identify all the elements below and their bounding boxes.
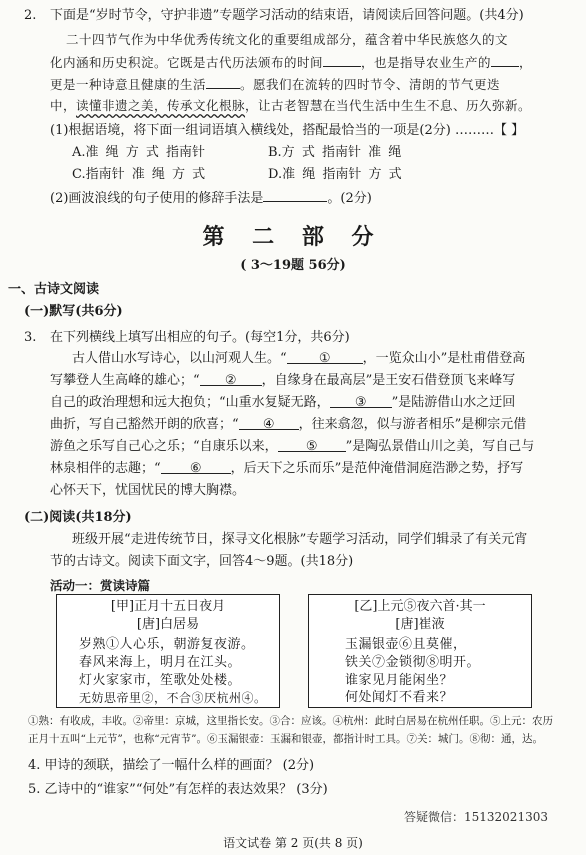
q5: 5. 乙诗中的“谁家”“何处”有怎样的表达效果？ (3分) (28, 782, 328, 797)
part2-title: 第 二 部 分 (202, 224, 384, 250)
poem-b-box (308, 594, 532, 708)
q3-line-3: 自己的政治理想和远大抱负；“山重水复疑无路， ③ ”是陆游借山水之迂回 (50, 395, 516, 410)
q2-passage-line-4: 中，读懂非遗之美，传承文化根脉，让古老智慧在当代生活中生生不息、历久弥新。 (50, 98, 532, 113)
poem-b-author: [唐]崔液 (395, 617, 445, 632)
q3-heading: 在下列横线上填写出相应的句子。(每空1分，共6分) (50, 330, 350, 345)
q2-option-c[interactable]: C.指南针 准 绳 方 式 (72, 167, 206, 182)
poem-a-line-3: 灯火家家市，笙歌处处楼。 (79, 673, 242, 688)
q3-line-1: 古人借山水写诗心，以山河观人生。“ ① ，一览众山小”是杜甫借登高 (72, 351, 526, 366)
q2-option-d[interactable]: D.准 绳 指南针 方 式 (268, 167, 402, 182)
q2-blank-2[interactable] (491, 52, 519, 67)
part2-range: ( 3～19题 56分) (240, 258, 346, 273)
q2-sub1: (1)根据语境，将下面一组词语填入横线处，搭配最恰当的一项是(2分) ………【 】 (50, 123, 525, 138)
section-heading-classics: 一、古诗文阅读 (8, 282, 100, 297)
activity-1-heading: 活动一：赏读诗篇 (50, 578, 151, 593)
subsection-reading: (二)阅读(共18分) (24, 510, 132, 525)
footnote-line-1: ①熟：有收成，丰收。②帝里：京城，这里指长安。③合：应该。④杭州：此时白居易在杭州任职。⑤上元：农历 (28, 715, 553, 727)
poem-b-line-2: 铁关⑦金锁彻⑧明开。 (345, 655, 481, 670)
q3-line-6: 林泉相伴的志趣；“ ⑥ ，后天下之乐而乐”是范仲淹借洞庭浩渺之势，抒写 (50, 461, 524, 476)
q3-line-4: 曲折，写自己豁然开朗的欣喜；“ ④ ，往来翕忽，似与游者相乐”是柳宗元借 (50, 417, 527, 432)
poem-b-line-1: 玉漏银壶⑥且莫催， (345, 637, 467, 652)
q3-blank-3[interactable]: ③ (330, 393, 392, 408)
q2-sub2-blank[interactable] (263, 187, 327, 202)
poem-b-line-3: 谁家见月能闲坐？ (345, 673, 454, 688)
reading-intro-2: 节的古诗文。阅读下面文字，回答4～9题。(共18分) (50, 554, 354, 569)
q3-blank-6[interactable]: ⑥ (161, 459, 231, 474)
q2-option-b[interactable]: B.方 式 指南针 准 绳 (268, 145, 402, 160)
q2-heading: 下面是“岁时节令，守护非遗”专题学习活动的结束语，请阅读后回答问题。(共4分) (50, 8, 524, 23)
poem-a-title: [甲]正月十五日夜月 (110, 599, 226, 614)
q2-blank-1[interactable] (323, 52, 361, 67)
poem-b-title: [乙]上元⑤夜六首·其一 (354, 599, 486, 614)
q3-number: 3. (24, 330, 37, 345)
footnote-line-2: 正月十五叫“上元节”，也称“元宵节”。⑥玉漏银壶：玉漏和银壶，都指计时工具。⑦关：城门。⑧彻：通，达。 (28, 733, 543, 745)
q3-line-7: 心怀天下，忧国忧民的博大胸襟。 (50, 483, 246, 498)
q3-blank-4[interactable]: ④ (239, 415, 299, 430)
poem-b-line-4: 何处闻灯不看来？ (345, 690, 454, 705)
q2-sub2: (2)画波浪线的句子使用的修辞手法是 。(2分) (50, 187, 372, 208)
q4: 4. 甲诗的颈联，描绘了一幅什么样的画面？ (2分) (28, 758, 315, 773)
q2-number: 2. (24, 8, 37, 23)
subsection-dictation: (一)默写(共6分) (24, 304, 123, 319)
q3-line-2: 写攀登人生高峰的雄心；“ ② ，自缘身在最高层”是王安石借登顶飞来峰写 (50, 373, 516, 388)
q2-option-a[interactable]: A.准 绳 方 式 指南针 (72, 145, 206, 160)
page-footer: 语文试卷 第 2 页(共 8 页) (223, 836, 363, 850)
reading-intro-1: 班级开展“走进传统节日，探寻文化根脉”专题学习活动，同学们辑录了有关元宵 (72, 532, 528, 547)
contact-watermark: 答疑微信：15132021303 (404, 810, 548, 824)
q2-passage-line-2: 化内涵和历史积淀。它既是古代历法颁布的时间 ，也是指导农业生产的 ， (50, 52, 532, 72)
q3-line-5: 游鱼之乐写自己心之乐；“自康乐以来， ⑤ ”是陶弘景借山川之美，写自己与 (50, 439, 535, 454)
q2-passage-line-3: 更是一种诗意且健康的生活 。愿我们在流转的四时节令、清朗的节气更迭 (50, 74, 500, 94)
q3-blank-2[interactable]: ② (200, 371, 262, 386)
q2-blank-3[interactable] (206, 74, 240, 89)
poem-a-box (56, 594, 280, 708)
q3-blank-5[interactable]: ⑤ (278, 437, 346, 452)
q2-wavy-sentence: 读懂非遗之美，传承文化根脉 (76, 98, 246, 113)
poem-a-line-2: 春风来海上，明月在江头。 (79, 655, 242, 670)
poem-a-line-4: 无妨思帝里②，不合③厌杭州④。 (79, 691, 267, 705)
poem-a-line-1: 岁熟①人心乐，朝游复夜游。 (79, 637, 255, 652)
q3-blank-1[interactable]: ① (287, 349, 363, 364)
poem-a-author: [唐]白居易 (136, 617, 200, 632)
q2-passage-line-1: 二十四节气作为中华优秀传统文化的重要组成部分，蕴含着中华民族悠久的文 (66, 32, 509, 47)
